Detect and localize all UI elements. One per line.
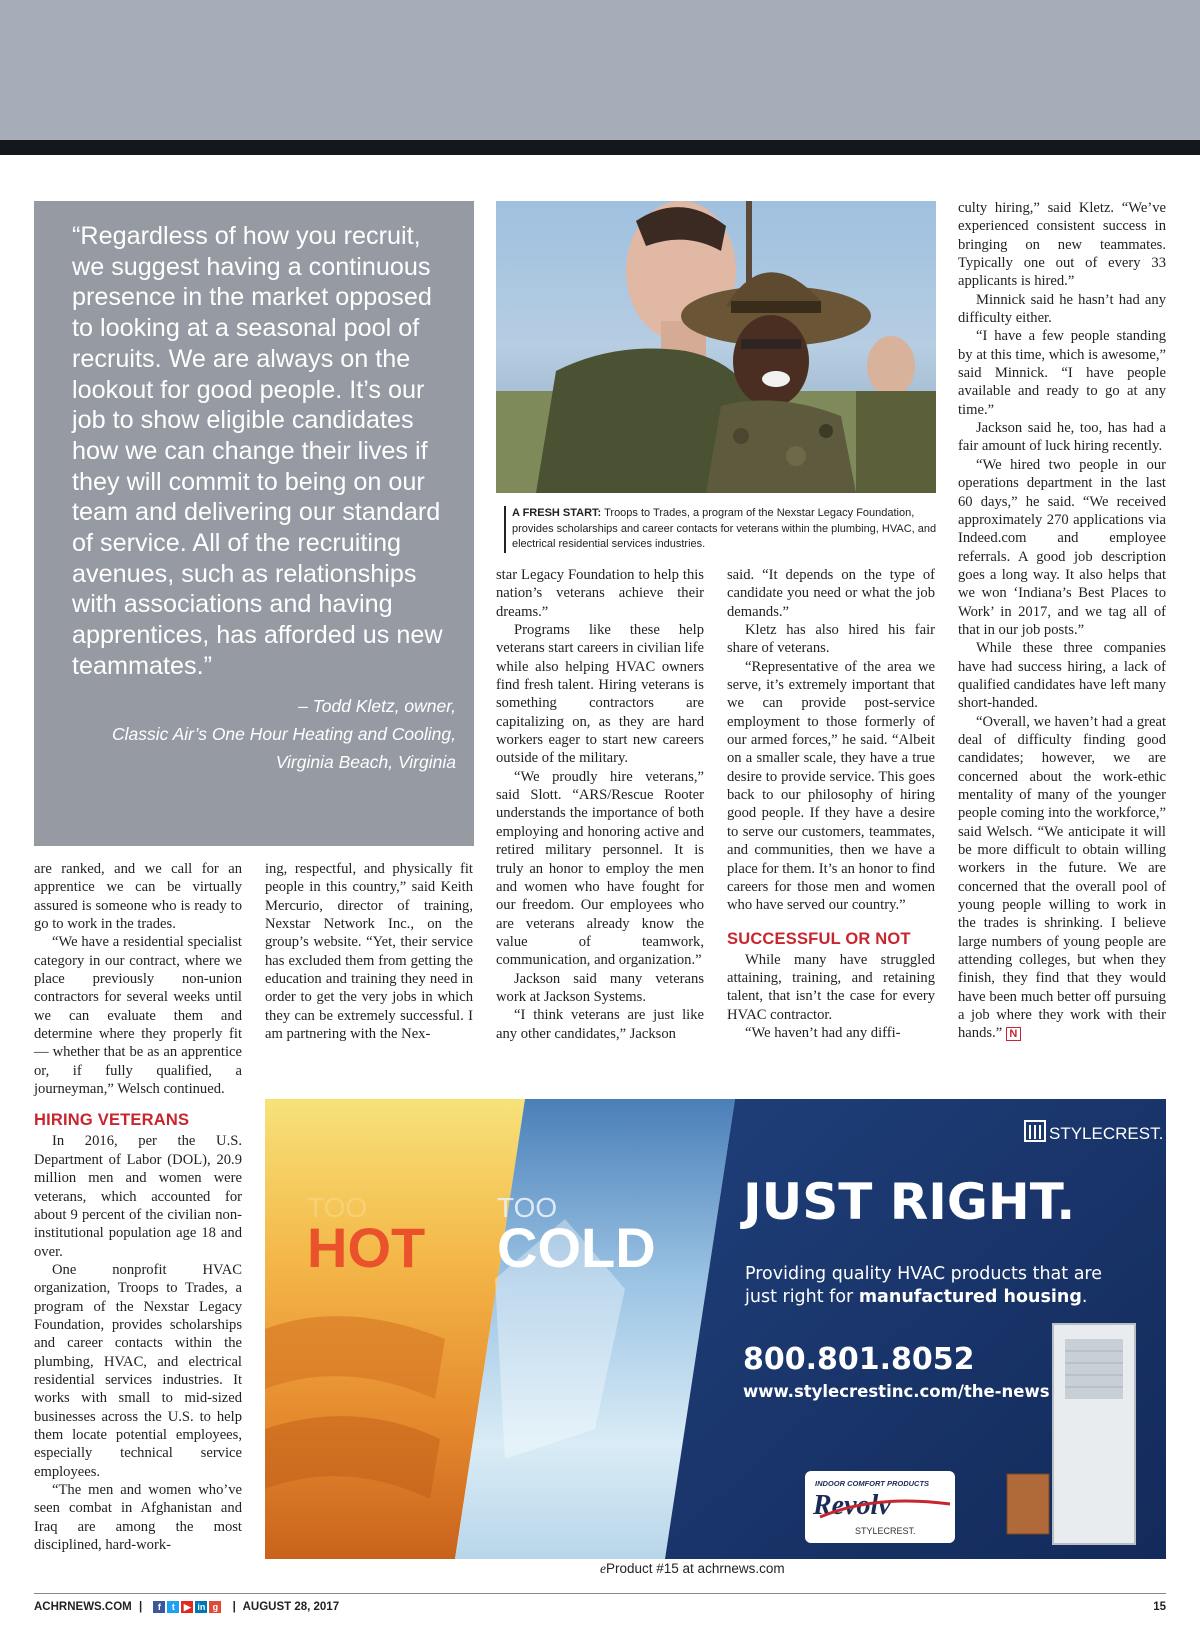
ad-hot-small: TOO xyxy=(307,1192,368,1223)
page-number: 15 xyxy=(1153,1601,1166,1613)
ad-phone: 800.801.8052 xyxy=(743,1342,975,1377)
twitter-icon[interactable]: t xyxy=(167,1601,179,1613)
drill-instructor-photo xyxy=(496,201,936,493)
pull-quote xyxy=(34,201,474,846)
revolv-name: Revolv xyxy=(813,1490,891,1521)
stylecrest-advertisement[interactable] xyxy=(265,1099,1166,1559)
ad-brand: STYLECREST. xyxy=(1049,1124,1164,1143)
subhead-hiring-veterans: HIRING VETERANS xyxy=(34,1111,190,1130)
ad-cold-small: TOO xyxy=(497,1192,558,1223)
paragraph-text: “Overall, we haven’t had a great deal of difficulty finding good candidates; however, we are concerned about the work-ethic mentality of many of the younger people coming into the workforce,” said Welsch. “We anticipate it will be more difficult to obtain willing workers in the future. We are concerned that the overall pool of young people willing to work in the trades is shrinking. I believe large numbers of young people are attending colleges, but when they finish, they find that they would have been much better off pursuing a job where they work with their hands.” xyxy=(958,713,1166,1042)
paragraph: “We hired two people in our operations department in the last 60 days,” he said. “We received approximately 270 applications via Indeed.com and employee referrals. A good job description goes a long way. It also helps that we won ‘Indiana’s Best Places to Work’ in 2017, and we tag all of that in our job posts.” xyxy=(958,456,1166,638)
footer-separator: | xyxy=(232,1601,236,1614)
googleplus-icon[interactable]: g xyxy=(209,1601,221,1613)
paragraph: Kletz has also hired his fair share of veterans. xyxy=(727,622,935,657)
paragraph: ing, respectful, and physically fit people in this country,” said Keith Mercurio, director of training, Nexstar Network Inc., on the group’s website. “Yet, their service has excluded them from getting the education and training they need in order to get the very jobs in which they can be extremely successful. I am partnering with the Nex- xyxy=(265,861,473,1043)
paragraph: are ranked, and we call for an apprentice we can be virtually assured is someone who is ready to go to work in the trades. xyxy=(34,861,242,933)
photo-caption xyxy=(504,506,940,553)
caption-lead: A FRESH START: xyxy=(512,507,602,519)
attribution-location: Virginia Beach, Virginia xyxy=(275,751,456,772)
paragraph: Programs like these help veterans start careers in civilian life while also helping HVAC owners find fresh talent. Hiring veterans is something contractors are capitalizing on, as they are hard workers eager to start new careers outside of the military. xyxy=(496,622,704,767)
top-banner xyxy=(0,0,1200,140)
caption-text: Troops to Trades, a program of the Nexstar Legacy Foundation, provides scholarships and career contacts for veterans within the plumbing, HVAC, and electrical residential services industries. xyxy=(512,507,937,550)
article-column-3 xyxy=(496,566,704,1043)
paragraph: In 2016, per the U.S. Department of Labor (DOL), 20.9 million men and women were veterans, which accounted for about 9 percent of the civilian non-institutional population age 18 and over. xyxy=(34,1133,242,1260)
facebook-icon[interactable]: f xyxy=(153,1601,165,1613)
footer-separator: | xyxy=(138,1601,143,1614)
revolv-tag: INDOOR COMFORT PRODUCTS xyxy=(815,1479,930,1488)
footer-site[interactable]: ACHRNEWS.COM xyxy=(34,1601,132,1614)
attribution-name: – Todd Kletz, owner, xyxy=(298,695,456,716)
article-column-5 xyxy=(958,199,1166,1043)
eproduct-reference xyxy=(600,1561,800,1577)
article-photo xyxy=(496,201,936,493)
paragraph: One nonprofit HVAC organization, Troops to Trades, a program of the Nexstar Legacy Foundation, provides scholarships and career contacts within the plumbing, HVAC, and electrical residential services industries. It works with small to mid-sized businesses across the U.S. to help them locate potential employees, especially technical service employees. xyxy=(34,1261,242,1480)
top-rule xyxy=(0,140,1200,155)
paragraph: “I have a few people standing by at this time, which is awesome,” said Minnick. “I have people available and ready to go at any time.” xyxy=(958,328,1166,418)
end-mark-icon: N xyxy=(1006,1027,1021,1041)
ad-cold-big: COLD xyxy=(497,1216,656,1279)
paragraph: Minnick said he hasn’t had any difficulty either. xyxy=(958,291,1166,327)
pull-quote-attribution xyxy=(72,692,456,776)
page-footer xyxy=(34,1601,1166,1619)
paragraph: “I think veterans are just like any other candidates,” Jackson xyxy=(496,1007,704,1042)
social-icons xyxy=(153,1601,221,1613)
ad-artwork xyxy=(265,1099,1166,1559)
ad-subline-1: Providing quality HVAC products that are xyxy=(745,1264,1102,1284)
paragraph: said. “It depends on the type of candidate you need or what the job demands.” xyxy=(727,567,935,620)
ad-subline-2: just right for manufactured housing. xyxy=(745,1287,1088,1307)
ad-headline: JUST RIGHT. xyxy=(743,1173,1076,1231)
ad-hot-big: HOT xyxy=(307,1216,426,1279)
article-column-2 xyxy=(265,860,473,1043)
pull-quote-text: “Regardless of how you recruit, we suggest having a continuous presence in the market opposed to looking at a seasonal pool of recruits. We are always on the lookout for good people. It’s our job to show eligible candidates how we can change their lives if they will commit to being on our team and delivering our standard of service. All of the recruiting avenues, such as relationships with associations and having apprentices, has afforded us new teammates.” xyxy=(72,222,443,680)
paragraph: Jackson said many veterans work at Jackson Systems. xyxy=(496,970,704,1005)
paragraph: culty hiring,” said Kletz. “We’ve experienced consistent success in bringing on new teammates. Typically one out of every 33 applicants is hired.” xyxy=(958,200,1166,290)
paragraph: “We haven’t had any diffi- xyxy=(745,1024,901,1041)
paragraph: Jackson said he, too, has had a fair amount of luck hiring recently. xyxy=(958,420,1166,455)
paragraph: While many have struggled attaining, training, and retaining talent, that isn’t the case for every HVAC contractor. xyxy=(727,951,935,1023)
ad-url: www.stylecrestinc.com/the-news xyxy=(743,1382,1050,1401)
subhead-successful-or-not: SUCCESSFUL OR NOT xyxy=(727,929,911,948)
footer-rule xyxy=(34,1593,1166,1594)
paragraph: star Legacy Foundation to help this nation’s veterans achieve their dreams.” xyxy=(496,567,704,620)
paragraph: “The men and women who’ve seen combat in Afghanistan and Iraq are among the most disciplined, hard-work- xyxy=(34,1482,242,1554)
footer-date: AUGUST 28, 2017 xyxy=(242,1601,340,1614)
paragraph xyxy=(958,713,1166,1043)
eproduct-prefix: e xyxy=(600,1561,606,1576)
paragraph: “We proudly hire veterans,” said Slott. “ARS/Rescue Rooter understands the importance of both employing and honoring active and retired military personnel. It is truly an honor to employ the men and women who have fought for our freedom. Our employees who are veterans already know the value of teamwork, communication, and organization.” xyxy=(496,768,704,969)
paragraph: “Representative of the area we serve, it’s extremely important that we can provide post-service employment to those formerly of our armed forces,” he said. “Albeit on a smaller scale, they have a true desire to provide service. This goes back to our philosophy of hiring good people. If they have a desire to serve our customers, teammates, and communities, then we have a place for them. It’s an honor to find careers for those men and women who have served our country.” xyxy=(727,658,935,914)
youtube-icon[interactable]: ▶ xyxy=(181,1601,193,1613)
paragraph: “We have a residential specialist category in our contract, where we place previously non-union contractors for several weeks until we can evaluate them and determine where they properly fit — whether that be as an apprentice or, if fully qualified, a journeyman,” Welsch continued. xyxy=(34,934,242,1098)
article-column-4 xyxy=(727,566,935,1042)
article-column-1 xyxy=(34,860,242,1554)
revolv-by: STYLECREST. xyxy=(855,1526,916,1536)
eproduct-text: Product #15 at achrnews.com xyxy=(606,1561,785,1576)
linkedin-icon[interactable]: in xyxy=(197,1602,206,1612)
paragraph: While these three companies have had success hiring, a lack of qualified candidates have left many short-handed. xyxy=(958,640,1166,712)
attribution-company: Classic Air’s One Hour Heating and Cooling, xyxy=(111,723,456,744)
coil-icon xyxy=(1007,1474,1049,1534)
